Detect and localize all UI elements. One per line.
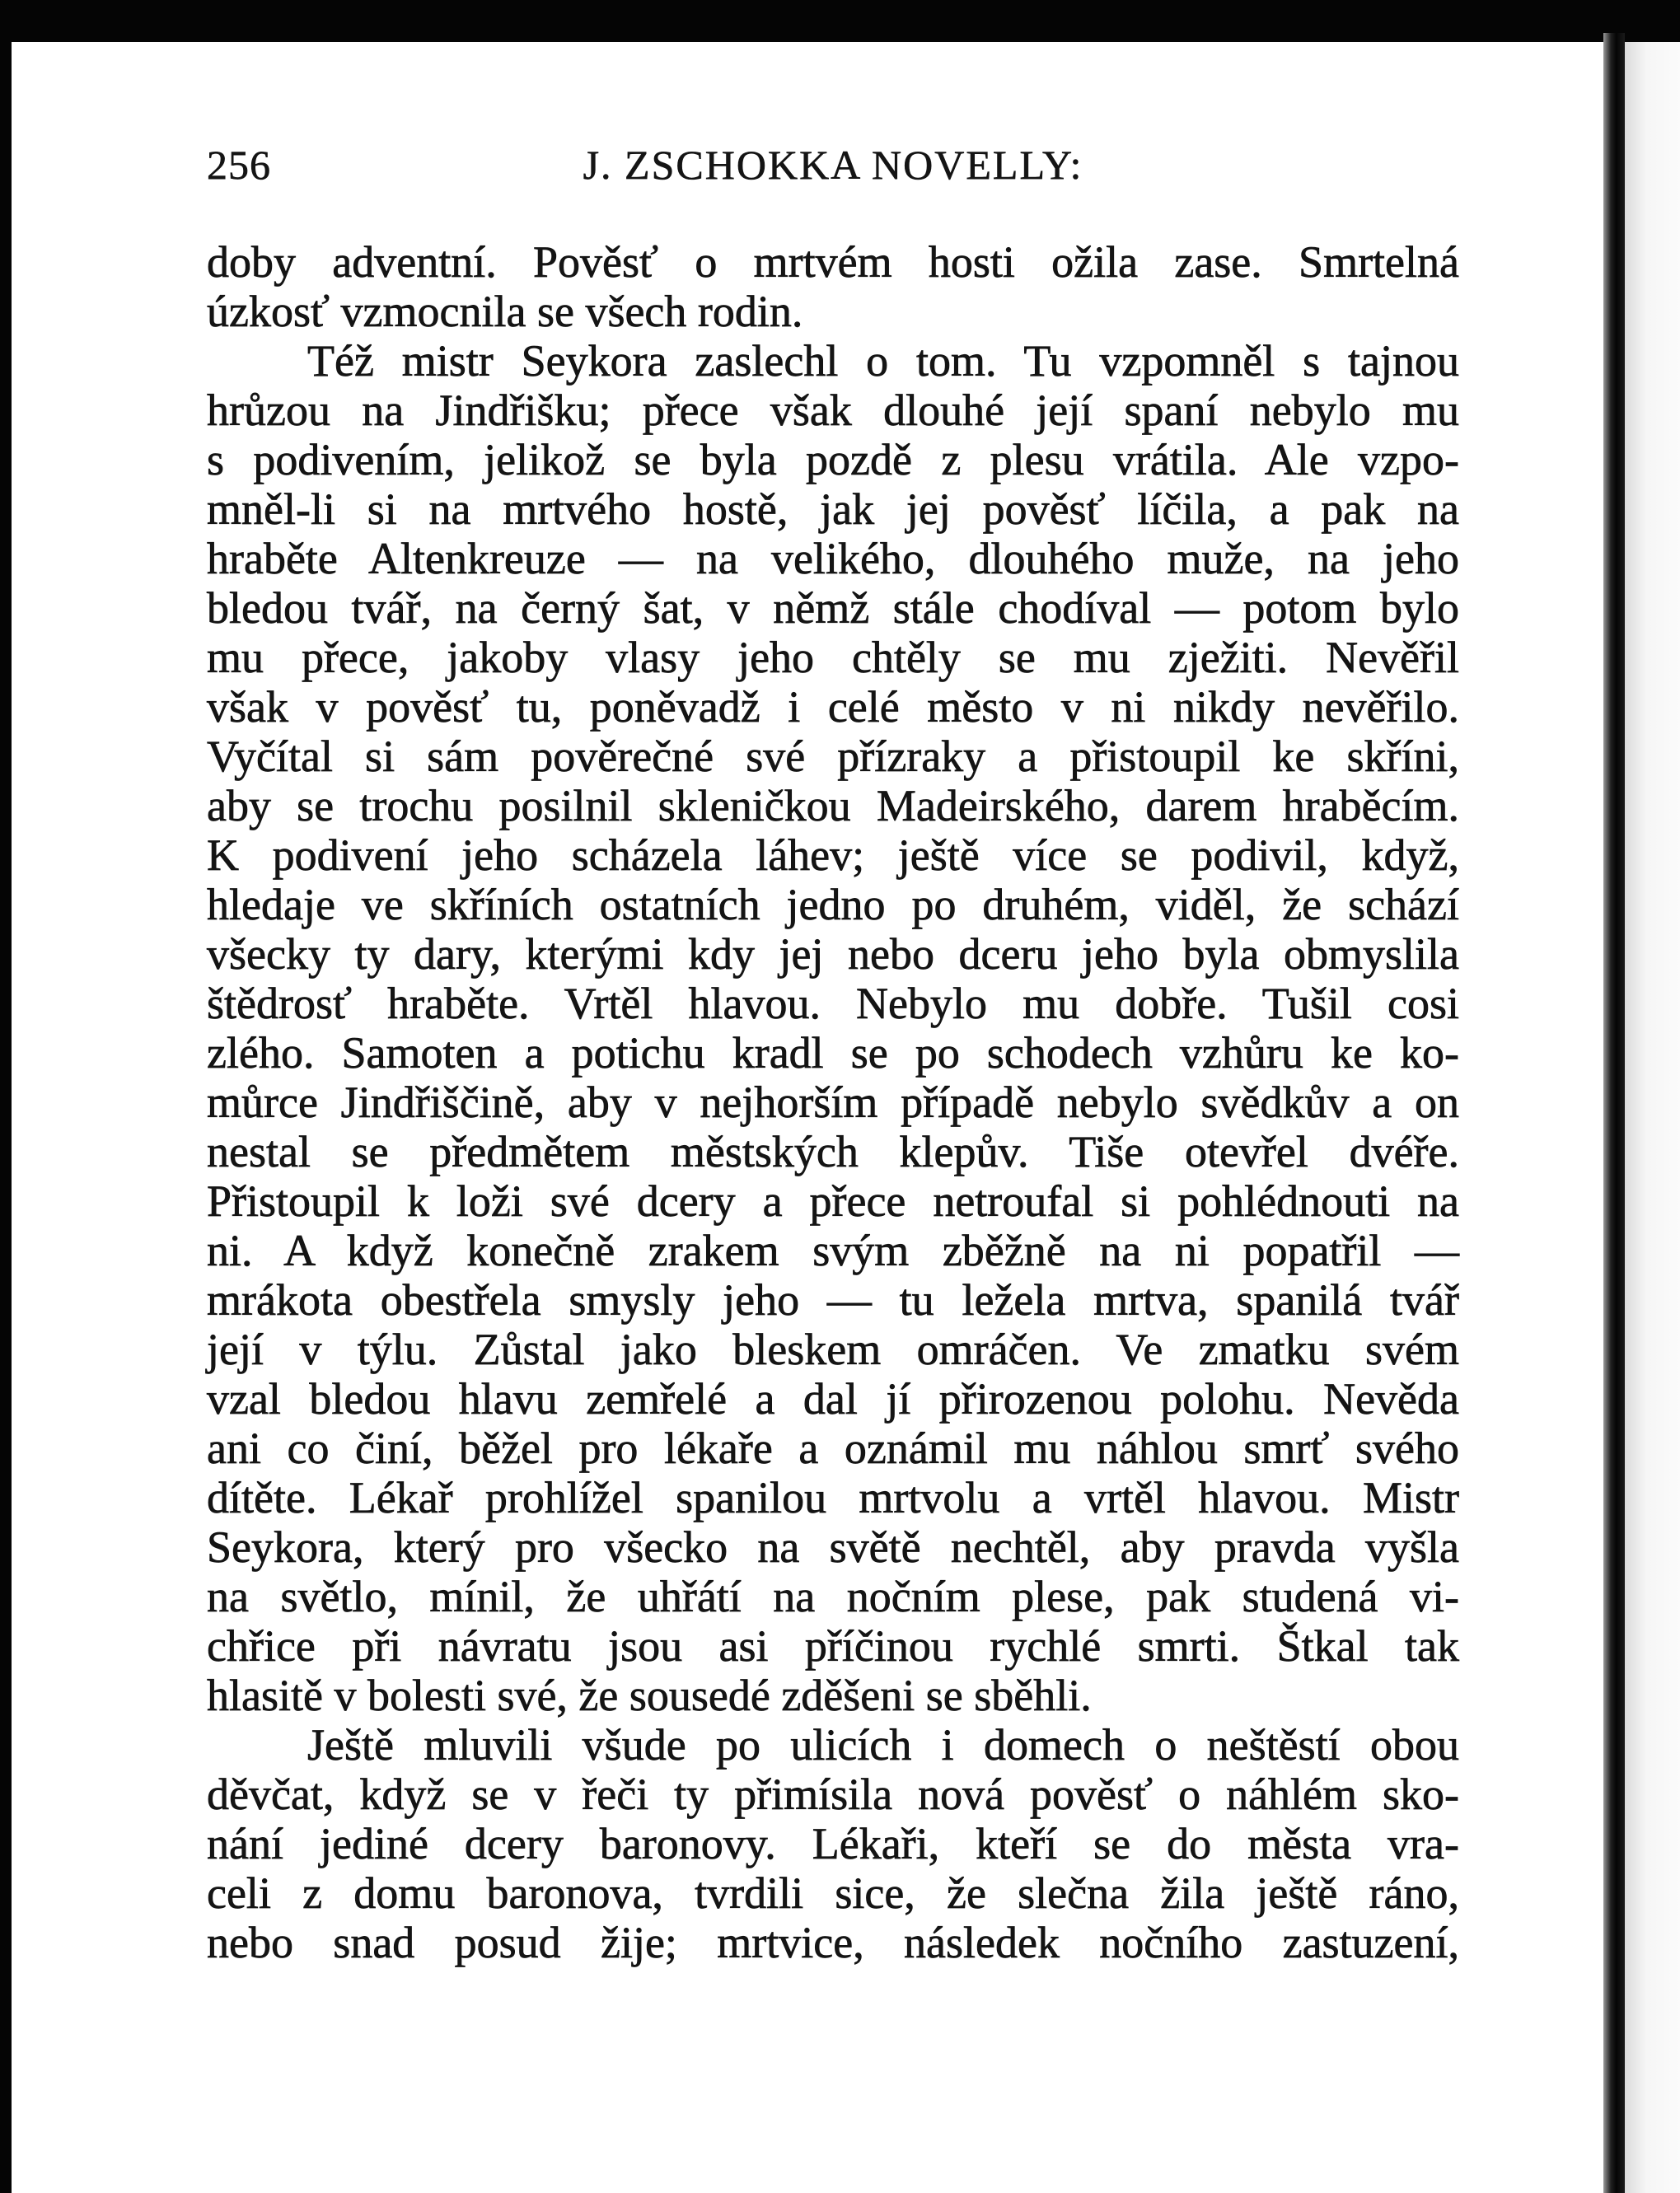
text-line: můrce Jindřiščině, aby v nejhorším případě nebylo svědkův a on — [207, 1078, 1459, 1127]
text-line: její v týlu. Zůstal jako bleskem omráčen. Ve zmatku svém — [207, 1325, 1459, 1374]
text-line: úzkosť vzmocnila se všech rodin. — [207, 287, 803, 336]
text-line: mněl-li si na mrtvého hostě, jak jej pověsť líčila, a pak na — [207, 484, 1459, 534]
text-line: vzal bledou hlavu zemřelé a dal jí přirozenou polohu. Nevěda — [207, 1374, 1459, 1424]
text-line: však v pověsť tu, poněvadž i celé město v ni nikdy nevěřilo. — [207, 682, 1459, 732]
body-text — [207, 237, 1459, 1967]
text-line: nebo snad posud žije; mrtvice, následek nočního zastuzení, — [207, 1918, 1459, 1967]
text-line: na světlo, mínil, že uhřátí na nočním plese, pak studená vi- — [207, 1572, 1459, 1621]
text-line: Též mistr Seykora zaslechl o tom. Tu vzpomněl s tajnou — [307, 336, 1459, 386]
text-line: Vyčítal si sám pověrečné své přízraky a přistoupil ke skříni, — [207, 732, 1459, 781]
text-line: dítěte. Lékař prohlížel spanilou mrtvolu a vrtěl hlavou. Mistr — [207, 1473, 1459, 1522]
text-line: Ještě mluvili všude po ulicích i domech o neštěstí obou — [307, 1720, 1459, 1770]
running-head — [207, 140, 1459, 189]
text-line: aby se trochu posilnil skleničkou Madeirského, darem hraběcím. — [207, 781, 1459, 830]
adjacent-page-strip — [1625, 42, 1680, 2193]
page-number: 256 — [207, 142, 271, 188]
text-line: zlého. Samoten a potichu kradl se po schodech vzhůru ke ko- — [207, 1028, 1459, 1078]
text-line: děvčat, když se v řeči ty přimísila nová pověsť o náhlém sko- — [207, 1770, 1459, 1819]
text-line: ani co činí, běžel pro lékaře a oznámil mu náhlou smrť svého — [207, 1424, 1459, 1473]
text-line: bledou tvář, na černý šat, v němž stále chodíval — potom bylo — [207, 583, 1459, 633]
page-edge-shadow — [1603, 33, 1625, 2193]
text-line: celi z domu baronova, tvrdili sice, že slečna žila ještě ráno, — [207, 1868, 1459, 1918]
paragraph-continued — [207, 237, 1459, 336]
text-line: všecky ty dary, kterými kdy jej nebo dceru jeho byla obmyslila — [207, 929, 1459, 979]
text-line: ni. A když konečně zrakem svým zběžně na ni popatřil — — [207, 1226, 1459, 1275]
text-line: hrůzou na Jindřišku; přece však dlouhé její spaní nebylo mu — [207, 386, 1459, 435]
text-line: Seykora, který pro všecko na světě nechtěl, aby pravda vyšla — [207, 1522, 1459, 1572]
paragraph-continues — [207, 1720, 1459, 1967]
text-line: nání jediné dcery baronovy. Lékaři, kteří se do města vra- — [207, 1819, 1459, 1868]
text-line: hlasitě v bolesti své, že sousedé zděšeni se sběhli. — [207, 1671, 1092, 1720]
text-line: nestal se předmětem městských klepův. Tiše otevřel dvéře. — [207, 1127, 1459, 1176]
text-line: s podivením, jelikož se byla pozdě z plesu vrátila. Ale vzpo- — [207, 435, 1459, 484]
text-line: mrákota obestřela smysly jeho — tu ležela mrtva, spanilá tvář — [207, 1275, 1459, 1325]
text-line: chřice při návratu jsou asi příčinou rychlé smrti. Štkal tak — [207, 1621, 1459, 1671]
text-line: K podivení jeho scházela láhev; ještě více se podivil, když, — [207, 830, 1459, 880]
text-line: doby adventní. Pověsť o mrtvém hosti ožila zase. Smrtelná — [207, 237, 1459, 287]
paragraph — [207, 336, 1459, 1720]
running-title: J. ZSCHOKKA NOVELLY: — [583, 142, 1083, 188]
text-line: hraběte Altenkreuze — na velikého, dlouhého muže, na jeho — [207, 534, 1459, 583]
text-line: mu přece, jakoby vlasy jeho chtěly se mu zježiti. Nevěřil — [207, 633, 1459, 682]
text-line: hledaje ve skříních ostatních jedno po druhém, viděl, že schází — [207, 880, 1459, 929]
text-line: štědrosť hraběte. Vrtěl hlavou. Nebylo mu dobře. Tušil cosi — [207, 979, 1459, 1028]
text-line: Přistoupil k loži své dcery a přece netroufal si pohlédnouti na — [207, 1176, 1459, 1226]
